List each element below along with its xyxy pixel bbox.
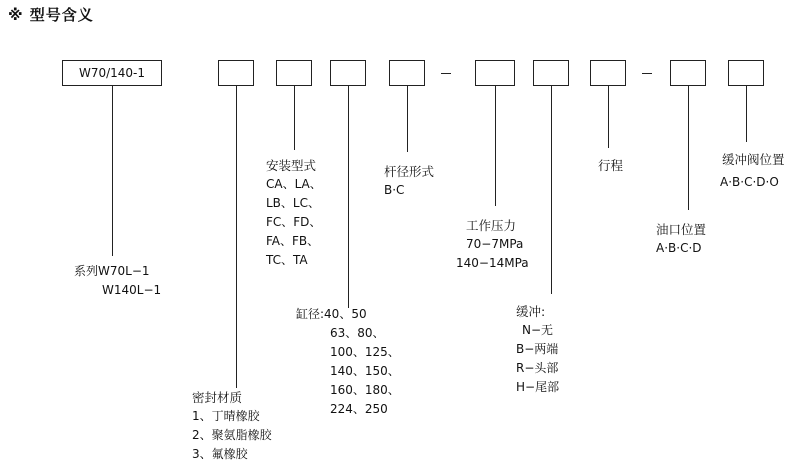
- mounting-item: TC、TA: [266, 253, 308, 267]
- separator-dash: [642, 73, 652, 74]
- rod-type-label: [384, 162, 434, 200]
- model-code-box: W70/140-1: [62, 60, 162, 86]
- bore-code-box: [330, 60, 366, 86]
- valve-value: A·B·C·D·O: [720, 175, 779, 189]
- pressure-code-box: [475, 60, 515, 86]
- series-line-2: W140L−1: [102, 283, 162, 297]
- seal-item: 2、聚氨脂橡胶: [192, 428, 272, 442]
- cushion-leader-line: [551, 86, 552, 294]
- valve-heading: 缓冲阀位置: [722, 152, 785, 167]
- port-heading: 油口位置: [656, 222, 707, 237]
- bore-heading: 缸径:40、50: [296, 307, 367, 321]
- separator-dash: [441, 73, 451, 74]
- pressure-item: 70−7MPa: [466, 237, 524, 251]
- stroke-label: [598, 156, 623, 175]
- rod-leader-line: [407, 86, 408, 152]
- series-leader-line: [112, 86, 113, 256]
- page-title: ※ 型号含义: [8, 6, 94, 24]
- seal-item: 3、氟橡胶: [192, 447, 248, 461]
- bore-leader-line: [348, 86, 349, 308]
- cushion-item: N−无: [522, 323, 554, 337]
- cushion-heading: 缓冲:: [516, 304, 546, 319]
- bore-item: 100、125、: [330, 345, 400, 359]
- cushion-code-box: [533, 60, 569, 86]
- series-label: [74, 262, 161, 300]
- mounting-code-box: [276, 60, 312, 86]
- seal-code-box: [218, 60, 254, 86]
- seal-material-label: [192, 388, 272, 464]
- bore-item: 160、180、: [330, 383, 400, 397]
- pressure-item: 140−14MPa: [456, 256, 529, 270]
- cushion-label: [516, 302, 559, 397]
- seal-leader-line: [236, 86, 237, 388]
- stroke-code-box: [590, 60, 626, 86]
- bore-label: [296, 305, 400, 419]
- rod-value: B·C: [384, 183, 405, 197]
- port-position-label: [656, 220, 706, 258]
- mounting-item: LB、LC、: [266, 196, 320, 210]
- cushion-item: R−头部: [516, 361, 559, 375]
- mounting-leader-line: [294, 86, 295, 150]
- series-line-1: 系列W70L−1: [74, 264, 150, 278]
- valve-code-box: [728, 60, 764, 86]
- bore-item: 224、250: [330, 402, 388, 416]
- cushion-valve-position-label: [720, 150, 785, 192]
- port-leader-line: [688, 86, 689, 210]
- mounting-item: FA、FB、: [266, 234, 320, 248]
- mounting-heading: 安装型式: [266, 158, 317, 173]
- bore-item: 140、150、: [330, 364, 400, 378]
- mounting-item: FC、FD、: [266, 215, 322, 229]
- bore-item: 63、80、: [330, 326, 385, 340]
- stroke-leader-line: [608, 86, 609, 148]
- mounting-item: CA、LA、: [266, 177, 322, 191]
- pressure-leader-line: [495, 86, 496, 206]
- cushion-item: B−两端: [516, 342, 559, 356]
- pressure-label: [456, 216, 529, 273]
- mounting-type-label: [266, 156, 322, 270]
- rod-code-box: [389, 60, 425, 86]
- pressure-heading: 工作压力: [466, 218, 517, 233]
- port-value: A·B·C·D: [656, 241, 702, 255]
- rod-heading: 杆径形式: [384, 164, 435, 179]
- seal-heading: 密封材质: [192, 390, 243, 405]
- seal-item: 1、丁晴橡胶: [192, 409, 260, 423]
- cushion-item: H−尾部: [516, 380, 560, 394]
- valve-leader-line: [746, 86, 747, 142]
- port-code-box: [670, 60, 706, 86]
- stroke-heading: 行程: [598, 158, 624, 173]
